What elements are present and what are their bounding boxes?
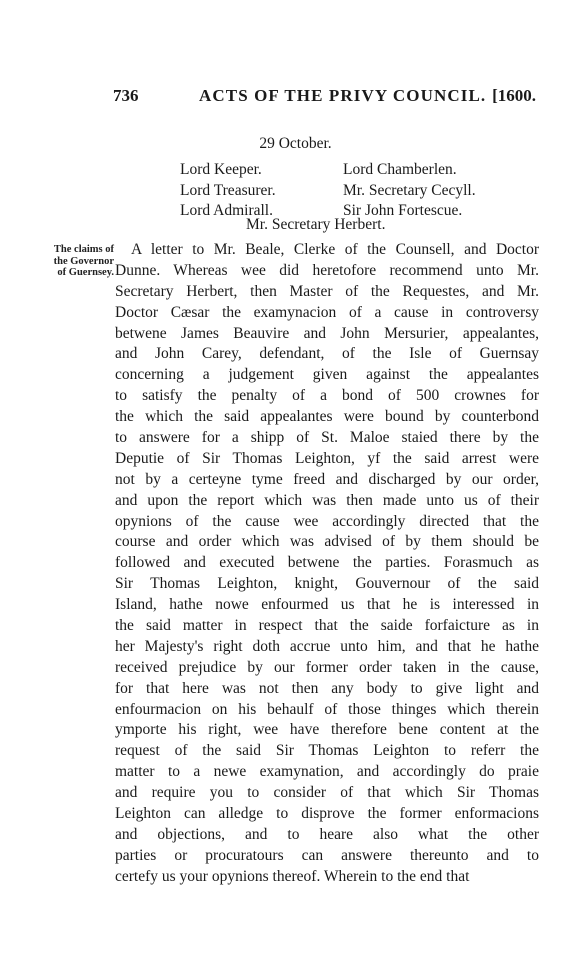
body-line: the which the said appealantes were bound by counterbond	[115, 408, 539, 426]
margin-note-line: The claims of	[53, 244, 114, 255]
body-text	[115, 240, 539, 888]
attendee: Lord Admirall.	[180, 202, 273, 219]
body-line: opynions of the cause wee accordingly directed that the	[115, 512, 539, 530]
body-line: concerning a judgement given against the appealantes	[115, 366, 539, 384]
running-title: ACTS OF THE PRIVY COUNCIL.	[199, 86, 487, 105]
margin-note-line: of Guernsey.	[57, 267, 114, 278]
attendee: Lord Treasurer.	[180, 181, 276, 199]
body-line: Secretary Herbert, then Master of the Requestes, and Mr.	[115, 282, 539, 300]
year-marker: [1600.	[492, 86, 536, 105]
body-line: and upon the report which was then made unto us of their	[115, 491, 539, 509]
page-number: 736	[113, 86, 139, 105]
body-line: followed and executed betwene the parties. Forasmuch as	[115, 554, 539, 572]
body-line: Deputie of Sir Thomas Leighton, yf the said arrest were	[115, 449, 539, 467]
attendee: Mr. Secretary Cecyll.	[343, 181, 476, 199]
body-line: and require you to consider of that which Sir Thomas	[115, 784, 539, 802]
body-line: A letter to Mr. Beale, Clerke of the Counsell, and Doctor	[131, 241, 539, 258]
body-line: for that here was not then any body to give light and	[115, 679, 539, 697]
body-line: ymporte his right, wee have therefore bene content at the	[115, 721, 539, 739]
margin-note-line: the Governor	[53, 255, 114, 267]
attendee-row	[180, 181, 476, 202]
body-line: enfourmacion on his behaulf of those thinges which therein	[115, 700, 539, 718]
body-line: received prejudice by our former order taken in the cause,	[115, 658, 539, 676]
body-line: Sir Thomas Leighton, knight, Gouvernour of the said	[115, 575, 539, 593]
margin-note	[34, 244, 114, 279]
body-line: Island, hathe nowe enfourmed us that he is interessed in	[115, 596, 539, 614]
body-line: matter to a newe examynation, and accordingly do praie	[115, 763, 539, 781]
body-line: betwene James Beauvire and John Mersurier, appealantes,	[115, 324, 539, 342]
meeting-date: 29 October.	[259, 135, 332, 152]
body-line: course and order which was advised of by them should be	[115, 533, 539, 551]
body-line: Doctor Cæsar the examynacion of a cause in controversy	[115, 303, 539, 321]
body-line: her Majesty's right doth accrue unto him, and that he hathe	[115, 637, 539, 655]
body-line: Leighton can alledge to disprove the former enformacions	[115, 805, 539, 823]
body-line: and John Carey, defendant, of the Isle of Guernsay	[115, 345, 539, 363]
body-line: parties or procuratours can answere thereunto and to	[115, 846, 539, 864]
body-line: and objections, and to heare also what the other	[115, 825, 539, 843]
attendee: Mr. Secretary Herbert.	[246, 216, 386, 233]
body-line: to satisfy the penalty of a bond of 500 crownes for	[115, 387, 539, 405]
body-line: to answere for a shipp of St. Maloe staied there by the	[115, 429, 539, 447]
attendee: Sir John Fortescue.	[343, 202, 463, 219]
page-header	[113, 86, 536, 112]
body-line: the said matter in respect that the saide forfaicture as in	[115, 617, 539, 635]
attendee: Lord Chamberlen.	[343, 161, 457, 178]
attendee-row	[180, 160, 476, 181]
body-line: certefy us your opynions thereof. Wherein to the end that	[115, 867, 470, 885]
body-line: not by a certeyne tyme freed and discharged by our order,	[115, 470, 539, 488]
body-line: Dunne. Whereas wee did heretofore recommend unto Mr.	[115, 261, 539, 279]
attendee-list	[180, 160, 476, 222]
body-line: request of the said Sir Thomas Leighton to referr the	[115, 742, 539, 760]
attendee: Lord Keeper.	[180, 161, 262, 178]
